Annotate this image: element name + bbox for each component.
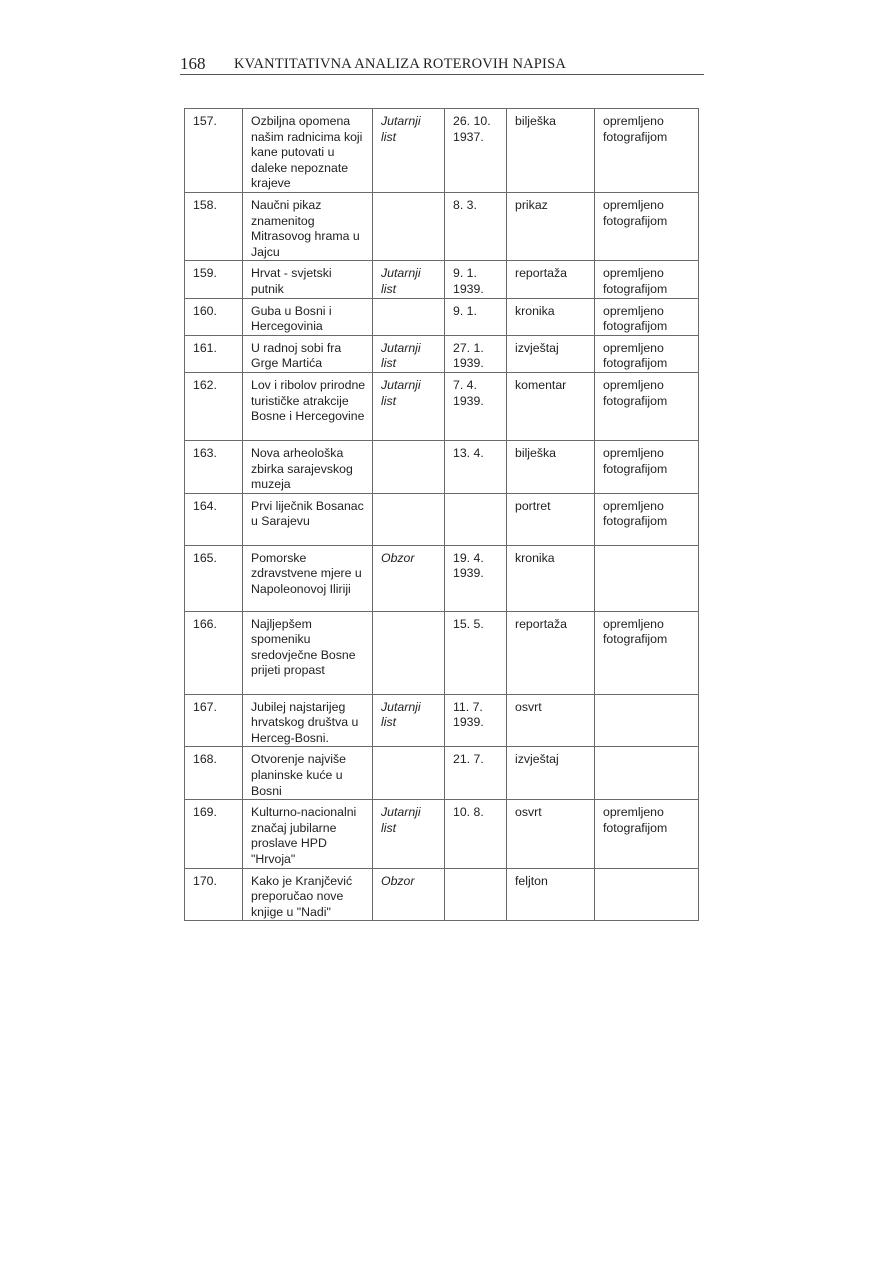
date-cell: 9. 1. 1939. (445, 261, 507, 298)
row-number-cell: 161. (185, 335, 243, 372)
genre-cell: kronika (507, 298, 595, 335)
date-cell: 7. 4. 1939. (445, 372, 507, 440)
date-cell (445, 868, 507, 921)
article-title-cell: Otvorenje najviše planinske kuće u Bosni (243, 747, 373, 800)
table-row (185, 493, 699, 545)
note-cell (595, 747, 699, 800)
date-cell: 26. 10. 1937. (445, 109, 507, 193)
row-number-cell: 164. (185, 493, 243, 545)
table-row (185, 545, 699, 611)
row-number-cell: 166. (185, 611, 243, 694)
source-cell: Obzor (373, 868, 445, 921)
date-cell: 13. 4. (445, 440, 507, 493)
table-row (185, 611, 699, 694)
note-cell: opremljeno fotografijom (595, 372, 699, 440)
genre-cell: komentar (507, 372, 595, 440)
note-cell: opremljeno fotografijom (595, 440, 699, 493)
genre-cell: osvrt (507, 800, 595, 868)
source-cell (373, 493, 445, 545)
date-cell: 8. 3. (445, 192, 507, 260)
note-cell (595, 545, 699, 611)
source-cell: Jutarnji list (373, 800, 445, 868)
source-cell (373, 192, 445, 260)
table-row (185, 298, 699, 335)
article-title-cell: Prvi liječnik Bosanac u Sarajevu (243, 493, 373, 545)
genre-cell: feljton (507, 868, 595, 921)
note-cell: opremljeno fotografijom (595, 261, 699, 298)
source-cell (373, 440, 445, 493)
table-row (185, 192, 699, 260)
genre-cell: izvještaj (507, 335, 595, 372)
row-number-cell: 157. (185, 109, 243, 193)
running-title: KVANTITATIVNA ANALIZA ROTEROVIH NAPISA (234, 56, 567, 72)
article-title-cell: Lov i ribolov prirodne turističke atrakcije Bosne i Hercegovine (243, 372, 373, 440)
note-cell (595, 694, 699, 747)
articles-table (184, 108, 699, 921)
table-row (185, 747, 699, 800)
source-cell: Jutarnji list (373, 372, 445, 440)
note-cell: opremljeno fotografijom (595, 493, 699, 545)
source-cell (373, 747, 445, 800)
row-number-cell: 163. (185, 440, 243, 493)
table-row (185, 372, 699, 440)
date-cell: 9. 1. (445, 298, 507, 335)
source-cell (373, 298, 445, 335)
table-row (185, 440, 699, 493)
date-cell: 21. 7. (445, 747, 507, 800)
note-cell: opremljeno fotografijom (595, 800, 699, 868)
row-number-cell: 159. (185, 261, 243, 298)
article-title-cell: Guba u Bosni i Hercegovinia (243, 298, 373, 335)
article-title-cell: Najljepšem spomeniku sredovječne Bosne prijeti propast (243, 611, 373, 694)
row-number-cell: 167. (185, 694, 243, 747)
note-cell: opremljeno fotografijom (595, 109, 699, 193)
row-number-cell: 168. (185, 747, 243, 800)
article-title-cell: Jubilej najstarijeg hrvatskog društva u Herceg-Bosni. (243, 694, 373, 747)
table-row (185, 335, 699, 372)
article-title-cell: Pomorske zdravstvene mjere u Napoleonovoj Iliriji (243, 545, 373, 611)
note-cell: opremljeno fotografijom (595, 611, 699, 694)
date-cell: 10. 8. (445, 800, 507, 868)
row-number-cell: 158. (185, 192, 243, 260)
genre-cell: osvrt (507, 694, 595, 747)
genre-cell: prikaz (507, 192, 595, 260)
date-cell: 27. 1. 1939. (445, 335, 507, 372)
table-row (185, 694, 699, 747)
table-row (185, 109, 699, 193)
article-title-cell: Ozbiljna opomena našim radnicima koji kane putovati u daleke nepoznate krajeve (243, 109, 373, 193)
running-header (180, 52, 704, 75)
genre-cell: bilješka (507, 109, 595, 193)
note-cell: opremljeno fotografijom (595, 335, 699, 372)
row-number-cell: 160. (185, 298, 243, 335)
source-cell: Jutarnji list (373, 694, 445, 747)
table-row (185, 261, 699, 298)
date-cell (445, 493, 507, 545)
article-title-cell: Nova arheološka zbirka sarajevskog muzeja (243, 440, 373, 493)
table-row (185, 800, 699, 868)
source-cell: Jutarnji list (373, 335, 445, 372)
row-number-cell: 165. (185, 545, 243, 611)
note-cell: opremljeno fotografijom (595, 192, 699, 260)
article-title-cell: Kako je Kranjčević preporučao nove knjige u "Nadi" (243, 868, 373, 921)
date-cell: 11. 7. 1939. (445, 694, 507, 747)
source-cell (373, 611, 445, 694)
row-number-cell: 162. (185, 372, 243, 440)
source-cell: Obzor (373, 545, 445, 611)
row-number-cell: 169. (185, 800, 243, 868)
date-cell: 19. 4. 1939. (445, 545, 507, 611)
article-title-cell: U radnoj sobi fra Grge Martića (243, 335, 373, 372)
genre-cell: reportaža (507, 261, 595, 298)
genre-cell: portret (507, 493, 595, 545)
genre-cell: kronika (507, 545, 595, 611)
table-row (185, 868, 699, 921)
note-cell: opremljeno fotografijom (595, 298, 699, 335)
source-cell: Jutarnji list (373, 261, 445, 298)
page-number: 168 (180, 54, 206, 73)
article-title-cell: Naučni pikaz znamenitog Mitrasovog hrama u Jajcu (243, 192, 373, 260)
genre-cell: reportaža (507, 611, 595, 694)
article-title-cell: Hrvat - svjetski putnik (243, 261, 373, 298)
date-cell: 15. 5. (445, 611, 507, 694)
genre-cell: izvještaj (507, 747, 595, 800)
article-title-cell: Kulturno-nacionalni značaj jubilarne proslave HPD "Hrvoja" (243, 800, 373, 868)
row-number-cell: 170. (185, 868, 243, 921)
genre-cell: bilješka (507, 440, 595, 493)
note-cell (595, 868, 699, 921)
source-cell: Jutarnji list (373, 109, 445, 193)
